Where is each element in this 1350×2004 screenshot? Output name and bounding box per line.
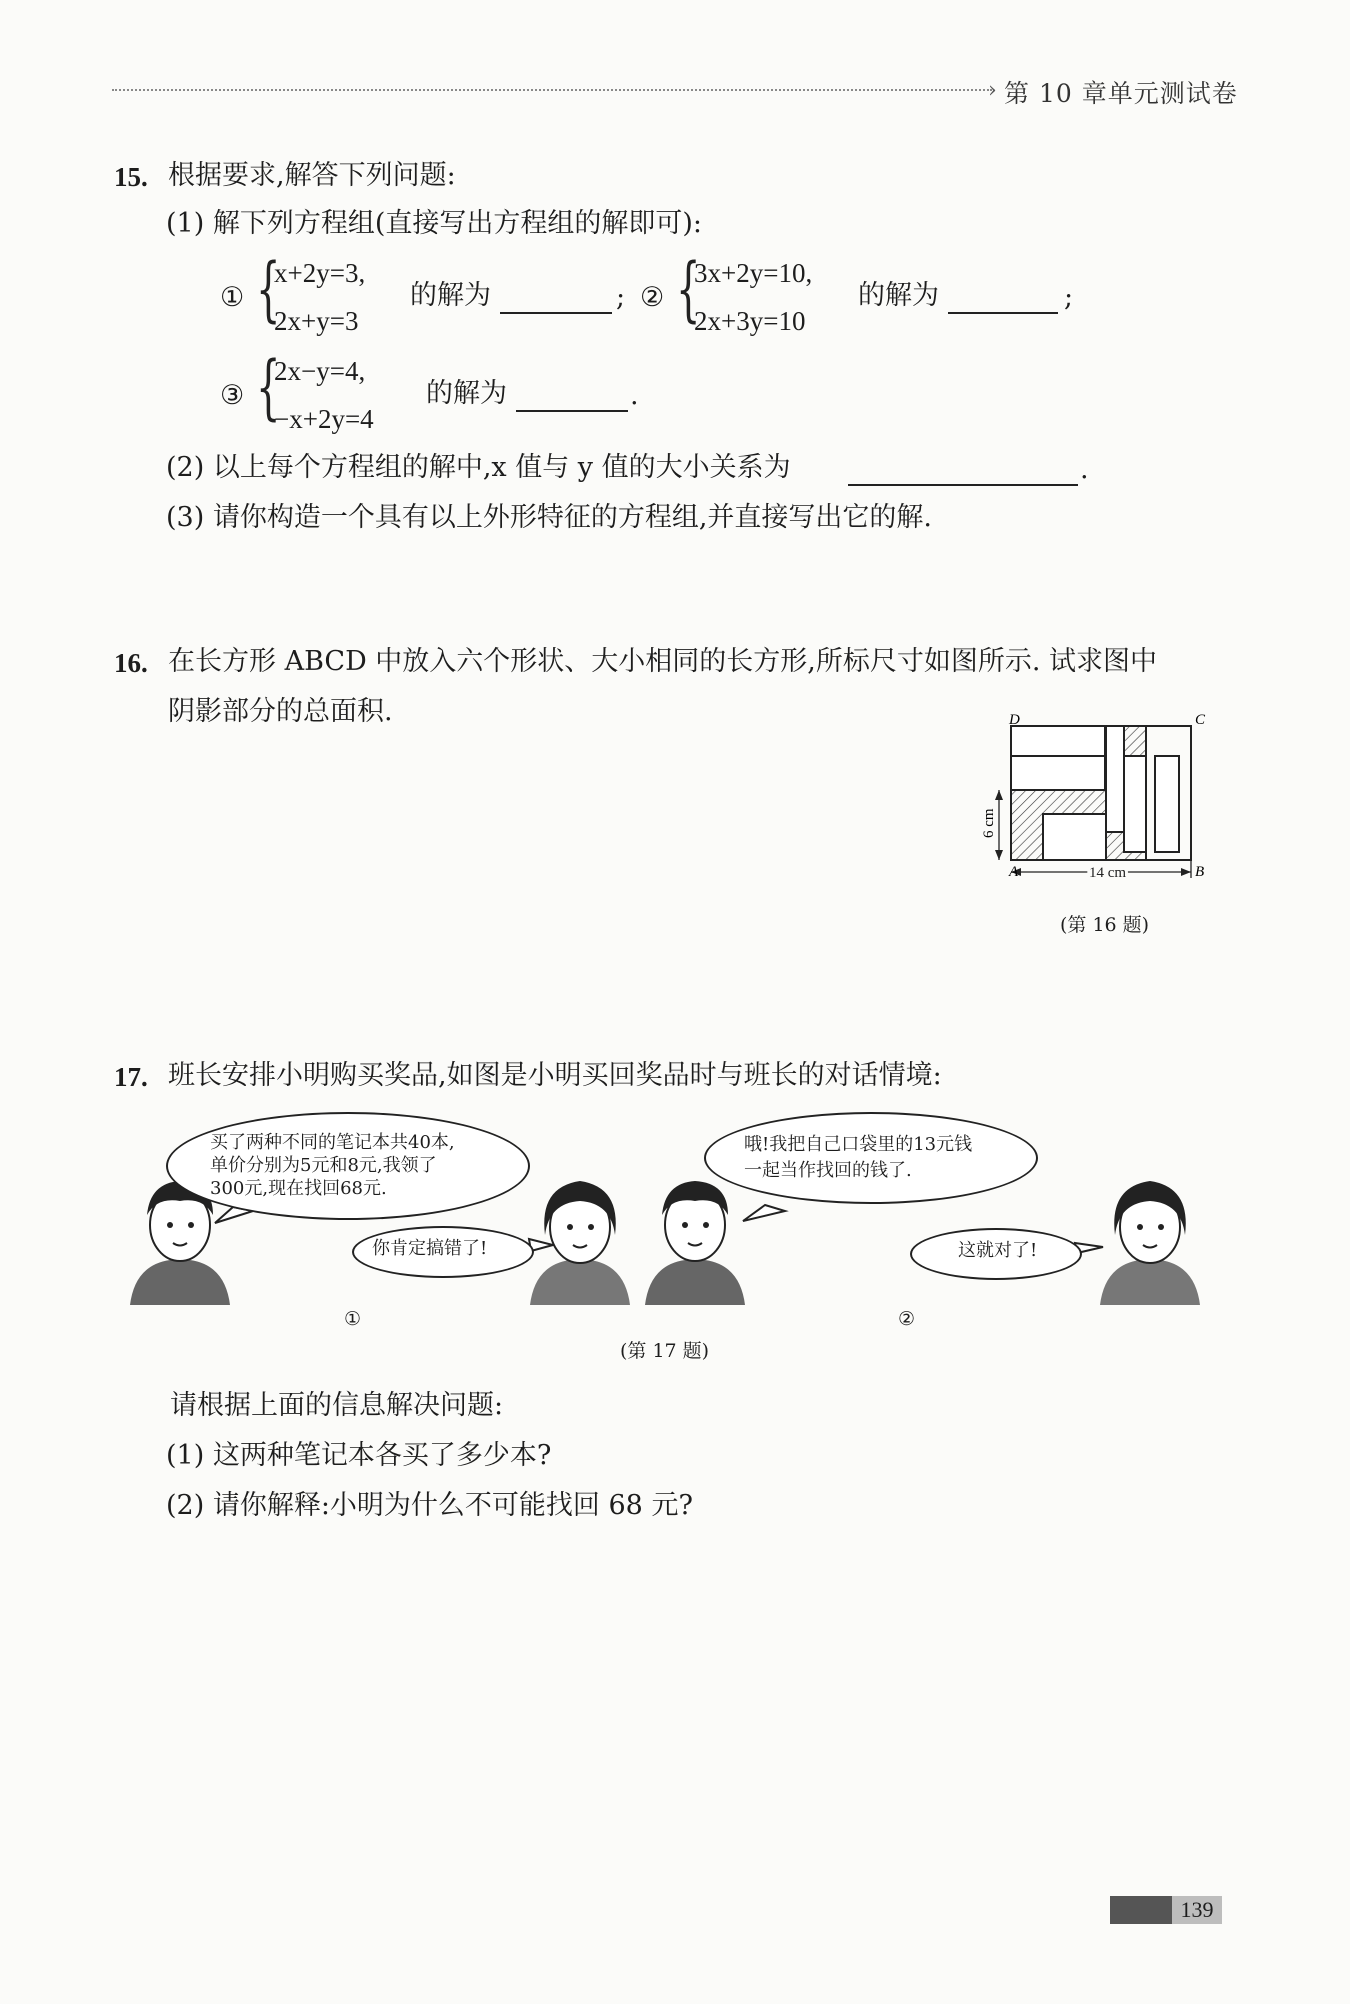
q15-part2: (2) 以上每个方程组的解中,x 值与 y 值的大小关系为: [166, 452, 791, 483]
q15-system3-brace: {: [256, 346, 281, 428]
q15-system2-answer-blank[interactable]: [948, 312, 1058, 314]
page-number-bar: [1110, 1896, 1172, 1924]
q15-system3-tail: 的解为: [426, 378, 507, 409]
bubble4-text: 这就对了!: [958, 1240, 1038, 1261]
shaded-bottom-middle: [1106, 832, 1124, 860]
q15-system1-eq2: 2x+y=3: [274, 306, 359, 336]
header-arrow-icon: ›: [988, 78, 997, 103]
q17-number: 17.: [114, 1062, 148, 1092]
q15-system1-answer-blank[interactable]: [500, 312, 612, 314]
q16-number: 16.: [114, 648, 148, 678]
page-number: 139: [1172, 1896, 1222, 1924]
bubble3-line2: 一起当作找回的钱了.: [744, 1160, 912, 1181]
speech-bubble-3: [704, 1112, 1038, 1204]
boy-figure-2: [645, 1181, 745, 1305]
q15-stem: 根据要求,解答下列问题:: [168, 160, 456, 191]
bubble3-line1: 哦!我把自己口袋里的13元钱: [744, 1134, 973, 1155]
q15-system3-eq2: −x+2y=4: [274, 404, 374, 434]
q16-line2: 阴影部分的总面积.: [168, 696, 393, 727]
q15-system2-eq2: 2x+3y=10: [694, 306, 806, 336]
small-rect: [1011, 726, 1105, 756]
shaded-bottom-right: [1124, 852, 1146, 860]
q15-system3-answer-blank[interactable]: [516, 410, 628, 412]
small-rect: [1043, 814, 1106, 860]
q15-number: 15.: [114, 162, 148, 192]
q15-system2-tail: 的解为: [858, 280, 939, 311]
small-rect: [1124, 756, 1146, 852]
girl-figure-2: [1100, 1181, 1200, 1305]
header-rule: [112, 89, 992, 91]
bubble1-line2: 单价分别为5元和8元,我领了: [210, 1155, 437, 1176]
small-rect: [1106, 726, 1124, 832]
bubble1-line3: 300元,现在找回68元.: [210, 1178, 387, 1199]
q16-line1: 在长方形 ABCD 中放入六个形状、大小相同的长方形,所标尺寸如图所示. 试求图中: [168, 646, 1158, 677]
label-C: C: [1195, 712, 1206, 728]
label-height: 6 cm: [981, 808, 997, 838]
q17-part2: (2) 请你解释:小明为什么不可能找回 68 元?: [166, 1490, 693, 1521]
small-rect: [1011, 756, 1105, 790]
label-A: A: [1009, 864, 1019, 880]
q15-system2-end: ;: [1064, 282, 1074, 313]
label-B: B: [1195, 864, 1205, 880]
q15-system3-eq1: 2x−y=4,: [274, 356, 366, 386]
q16-caption: (第 16 题): [1060, 914, 1150, 936]
q15-system1-end: ;: [616, 282, 626, 313]
q15-part2-end: .: [1080, 454, 1089, 485]
q15-system3-end: .: [630, 380, 639, 411]
shaded-top-right: [1124, 726, 1146, 756]
q15-system1-tail: 的解为: [410, 280, 491, 311]
q17-part1: (1) 这两种笔记本各买了多少本?: [166, 1440, 552, 1471]
q17-caption: (第 17 题): [620, 1340, 710, 1362]
q17-scene-label-2: ②: [898, 1308, 916, 1330]
q16-figure: [981, 712, 1225, 882]
q15-system1-eq1: x+2y=3,: [274, 258, 366, 288]
q17-intro: 请根据上面的信息解决问题:: [170, 1390, 504, 1421]
q15-system3-mark: ③: [220, 380, 245, 411]
small-rect: [1155, 756, 1179, 852]
shaded-middle: [1091, 790, 1106, 814]
q15-system1-brace: {: [256, 248, 281, 330]
q15-system1-mark: ①: [220, 282, 245, 313]
q17-scene-label-1: ①: [344, 1308, 362, 1330]
q15-part2-answer-blank[interactable]: [848, 484, 1078, 486]
q15-part1: (1) 解下列方程组(直接写出方程组的解即可):: [166, 208, 702, 239]
q15-system2-mark: ②: [640, 282, 665, 313]
label-width: 14 cm: [1089, 865, 1127, 881]
q17-stem: 班长安排小明购买奖品,如图是小明买回奖品时与班长的对话情境:: [168, 1060, 942, 1091]
q15-part3: (3) 请你构造一个具有以上外形特征的方程组,并直接写出它的解.: [166, 502, 932, 533]
q15-system2-eq1: 3x+2y=10,: [694, 258, 813, 288]
bubble2-text: 你肯定搞错了!: [372, 1238, 488, 1259]
q15-system2-brace: {: [676, 248, 701, 330]
header-title: 第 10 章单元测试卷: [1004, 79, 1238, 108]
label-D: D: [1009, 712, 1020, 728]
bubble1-line1: 买了两种不同的笔记本共40本,: [210, 1132, 455, 1153]
